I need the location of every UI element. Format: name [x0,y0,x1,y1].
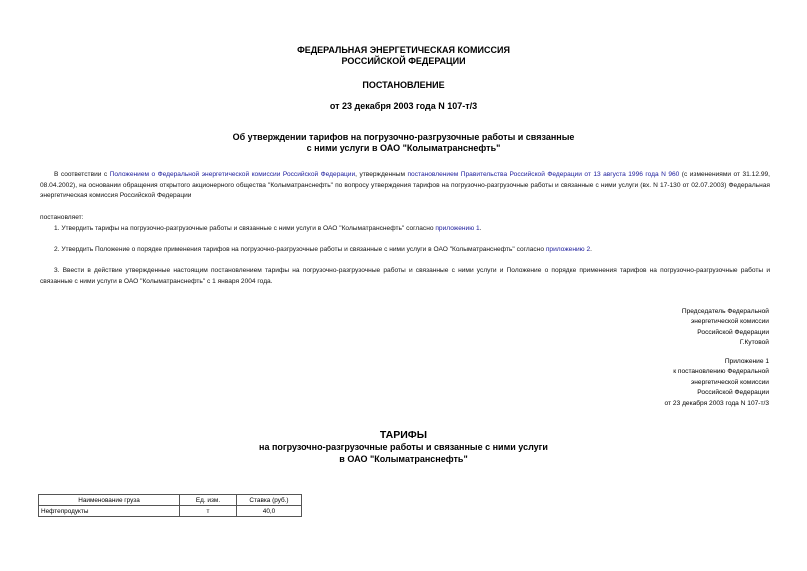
link-appendix-1[interactable]: приложению 1 [435,225,480,232]
table-cell: т [180,506,237,517]
doc-subject [0,132,807,154]
item-text: 1. Утвердить тарифы на погрузочно-разгрузочные работы и связанные с ними услуги в ОАО "Колыматранснефть" согласно [54,225,436,232]
appendix-line: к постановлению Федеральной [673,368,769,376]
signature-line: Российской Федерации [697,328,769,336]
tariffs-title: ТАРИФЫ [379,429,428,441]
tariffs-heading [0,429,807,465]
preamble [40,170,770,202]
tariffs-subtitle-2: в ОАО "Колыматранснефть" [339,454,468,464]
org-name [0,45,807,67]
decrees-label: постановляет: [40,214,84,221]
doc-date-number: от 23 декабря 2003 года N 107-т/3 [329,101,478,111]
doc-type: ПОСТАНОВЛЕНИЕ [362,80,445,90]
tariffs-subtitle-1: на погрузочно-разгрузочные работы и связанные с ними услуги [259,442,548,452]
item-1 [54,224,770,235]
appendix-line: от 23 декабря 2003 года N 107-т/3 [664,399,769,407]
subject-line-2: с ними услуги в ОАО "Колыматранснефть" [306,143,501,153]
org-line-1: ФЕДЕРАЛЬНАЯ ЭНЕРГЕТИЧЕСКАЯ КОМИССИЯ [297,45,510,55]
signature-line: энергетической комиссии [690,318,769,326]
preamble-text: , утвержденным [355,171,408,178]
item-text: . [479,225,482,232]
appendix-line: Приложение 1 [724,358,769,365]
link-appendix-2[interactable]: приложению 2 [545,246,591,253]
column-header: Ед. изм. [180,495,237,506]
signature-block [682,307,769,349]
signature-name: Г.Кутовой [739,339,769,347]
appendix-line: энергетической комиссии [690,378,769,386]
preamble-text: (с изменениями от 31.12.99, 08.04.2002), на основании обращения открытого акционерного общества "Колыматранснефть" по вопросу утверждения тарифов на погрузочно-разгрузочные работы и связанные с ними услуги (вх. N 17-130 от 02.07.2003) Федеральная энергетическая комиссия Российской Федерации [40,171,770,199]
signature-line: Председатель Федеральной [681,308,769,315]
item-3: 3. Ввести в действие утвержденные настоящим постановлением тарифы на погрузочно-разгрузочные работы и связанные с ними услуги и Положение о порядке применения тарифов на погрузочно-разгрузочные работы и связанные с ними услуги в ОАО "Колыматранснефть" с 1 января 2004 года. [40,267,770,285]
item-text: . [590,246,592,253]
column-header: Ставка (руб.) [237,495,302,506]
table-header-row [39,495,302,506]
table-cell: Нефтепродукты [39,506,180,517]
preamble-text: В соответствии с [54,171,110,178]
org-line-2: РОССИЙСКОЙ ФЕДЕРАЦИИ [341,56,466,66]
link-commission-regulation[interactable]: Положением о Федеральной энергетической комиссии Российской Федерации [109,171,356,178]
link-government-decree[interactable]: постановлением Правительства Российской Федерации от 13 августа 1996 года N 960 [407,171,680,178]
subject-line-1: Об утверждении тарифов на погрузочно-разгрузочные работы и связанные [232,132,575,142]
item-text: 2. Утвердить Положение о порядке применения тарифов на погрузочно-разгрузочные работы и связанные с ними услуги в ОАО "Колыматранснефть" согласно [54,246,546,253]
table-row [39,506,302,517]
table-cell: 40,0 [237,506,302,517]
tariffs-table [38,494,302,517]
appendix-reference [665,357,769,409]
appendix-line: Российской Федерации [697,389,769,397]
item-2 [54,245,770,256]
column-header: Наименование груза [39,495,180,506]
